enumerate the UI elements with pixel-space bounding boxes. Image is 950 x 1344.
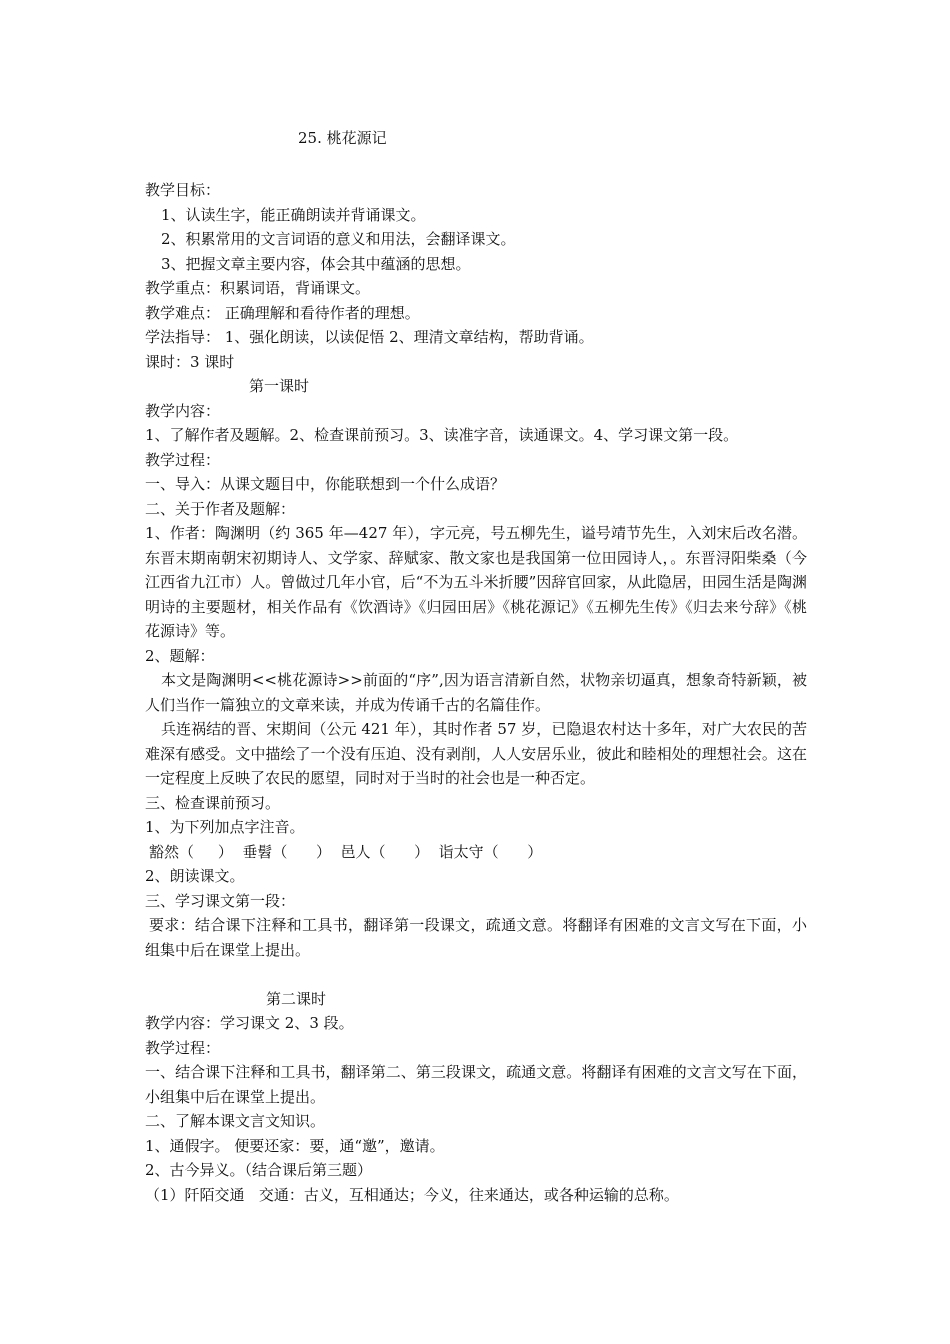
lesson1-step-intro: 一、导入：从课文题目中，你能联想到一个什么成语？	[145, 475, 506, 493]
goal-item: 2、积累常用的文言词语的意义和用法，会翻译课文。	[161, 230, 516, 248]
tongjia-words: 1、通假字。 便要还家：要，通“邀”，邀请。	[145, 1136, 445, 1155]
difficulties: 教学难点： 正确理解和看待作者的理想。	[145, 303, 420, 322]
doc-title: 25. 桃花源记	[298, 129, 387, 147]
ancient-modern-meaning: 2、古今异义。（结合课后第三题）	[145, 1161, 373, 1179]
goals-heading: 教学目标：	[145, 181, 221, 199]
title-explanation-label: 2、题解：	[145, 646, 215, 665]
phonetic-words: 豁然（ ） 垂髫（ ） 邑人（ ） 诣太守（ ）	[149, 842, 543, 861]
lesson1-process-label: 教学过程：	[145, 450, 221, 469]
ancient-modern-item: （1）阡陌交通 交通：古义，互相通达；今义，往来通达，或各种运输的总称。	[145, 1185, 679, 1204]
doc-body	[145, 178, 807, 1207]
lesson1-content-label: 教学内容：	[145, 401, 221, 420]
title-explanation-p2: 兵连祸结的晋、宋期间（公元 421 年），其时作者 57 岁，已隐退农村达十多年，对广大农民的苦难深有感受。文中描绘了一个没有压迫、没有剥削，人人安居乐业，彼此和睦相处的理想社会。这在一定程度上反映了农民的愿望，同时对于当时的社会也是一种否定。	[145, 720, 807, 787]
phonetic-task: 1、为下列加点字注音。	[145, 818, 305, 836]
learning-method: 学法指导： 1、强化朗读，以读促悟 2、理清文章结构，帮助背诵。	[145, 328, 594, 346]
lesson2-process-label: 教学过程：	[145, 1038, 221, 1057]
title-explanation-p1: 本文是陶渊明<<桃花源诗>>前面的“序”,因为语言清新自然，状物亲切逼真，想象奇特新颖，被人们当作一篇独立的文章来读，并成为传诵千古的名篇佳作。	[145, 671, 807, 714]
goal-item: 1、认读生字，能正确朗读并背诵课文。	[161, 205, 426, 224]
reading-task: 2、朗读课文。	[145, 867, 245, 885]
spacer	[145, 962, 807, 987]
key-points: 教学重点：积累词语，背诵课文。	[145, 279, 371, 297]
lesson1-step-preview: 三、检查课前预习。	[145, 793, 281, 812]
lesson1-content: 1、了解作者及题解。2、检查课前预习。3、读准字音，读通课文。4、学习课文第一段。	[145, 426, 739, 444]
lesson2-step-knowledge: 二、了解本课文言文知识。	[145, 1112, 326, 1130]
lesson2-step-translate: 一、结合课下注释和工具书，翻译第二、第三段课文，疏通文意。将翻译有困难的文言文写在下面，小组集中后在课堂上提出。	[145, 1063, 807, 1106]
study-requirement: 要求：结合课下注释和工具书，翻译第一段课文，疏通文意。将翻译有困难的文言文写在下面，小组集中后在课堂上提出。	[145, 916, 807, 959]
lesson1-heading: 第一课时	[249, 377, 310, 395]
author-paragraph: 1、作者：陶渊明（约 365 年—427 年），字元亮，号五柳先生，谥号靖节先生，入刘宋后改名潜。东晋末期南朝宋初期诗人、文学家、辞赋家、散文家也是我国第一位田园诗人，。东晋浔阳柴桑（今江西省九江市）人。曾做过几年小官，后“不为五斗米折腰”因辞官回家，从此隐居，田园生活是陶渊明诗的主要题材，相关作品有《饮酒诗》《归园田居》《桃花源记》《五柳先生传》《归去来兮辞》《桃花源诗》等。	[145, 524, 807, 640]
lesson2-content: 教学内容：学习课文 2、3 段。	[145, 1014, 354, 1032]
lesson1-step-study: 三、学习课文第一段：	[145, 891, 296, 910]
class-hours: 课时：3 课时	[145, 352, 235, 371]
goal-item: 3、把握文章主要内容，体会其中蕴涵的思想。	[161, 254, 471, 273]
lesson2-heading: 第二课时	[266, 989, 327, 1008]
lesson1-step-author: 二、关于作者及题解：	[145, 499, 296, 518]
